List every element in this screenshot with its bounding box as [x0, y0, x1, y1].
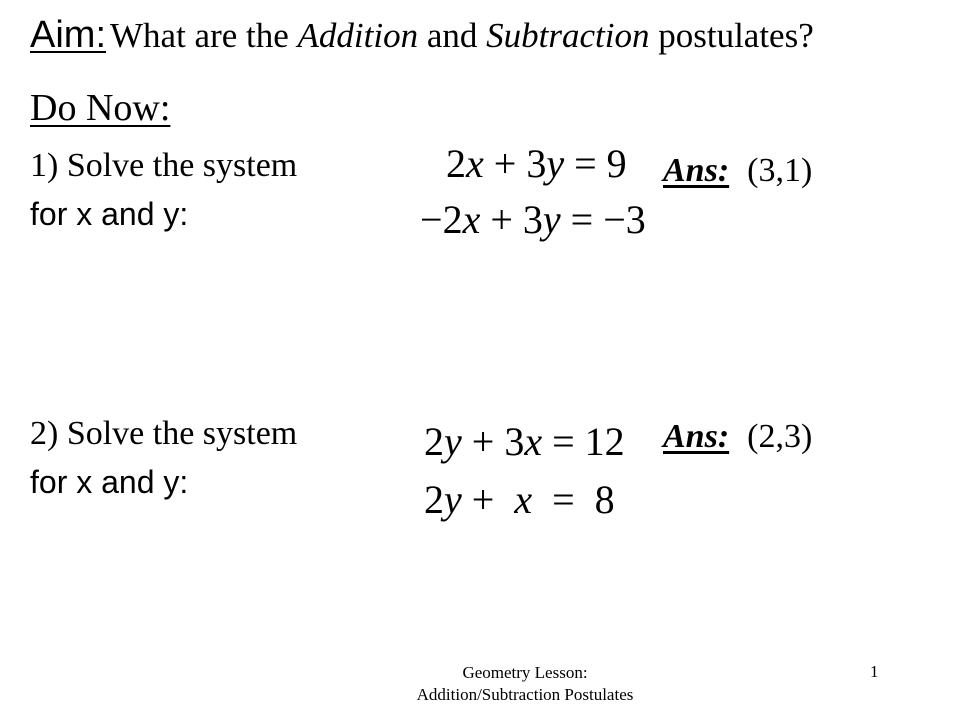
problem-2-label-line1: 2) Solve the system [30, 415, 298, 452]
problem-1-equation-2: −2x + 3y = −3 [420, 197, 646, 242]
problem-1-label-line2: for x and y: [30, 196, 189, 232]
aim-term-addition: Addition [297, 16, 419, 55]
aim-text-after: postulates? [658, 16, 814, 55]
problem-2-label-line2: for x and y: [30, 464, 189, 500]
problem-1-equation-1: 2x + 3y = 9 [446, 141, 627, 186]
footer-title-line1: Geometry Lesson: [462, 663, 588, 682]
problem-2-label [30, 410, 297, 506]
problem-2-answer-label: Ans: [663, 418, 730, 455]
problem-1-answer [663, 152, 812, 190]
aim-label: Aim: [30, 14, 106, 56]
aim-heading [30, 14, 814, 57]
problem-2-answer [663, 418, 812, 456]
aim-term-subtraction: Subtraction [486, 16, 650, 55]
problem-2-equation-1: 2y + 3x = 12 [424, 419, 625, 464]
problem-1-label [30, 142, 297, 238]
problem-2-equation-2: 2y + x = 8 [424, 477, 615, 522]
footer-title [380, 662, 670, 706]
footer-title-line2: Addition/Subtraction Postulates [416, 685, 634, 704]
problem-1-answer-value: (3,1) [747, 152, 813, 189]
aim-text-middle: and [426, 16, 478, 55]
problem-1-answer-label: Ans: [663, 152, 730, 189]
aim-text-before: What are the [110, 16, 289, 55]
aim-question [110, 16, 814, 55]
problem-1-label-line1: 1) Solve the system [30, 147, 298, 184]
do-now-heading: Do Now: [30, 87, 171, 129]
problem-2-answer-value: (2,3) [747, 418, 813, 455]
page-number: 1 [870, 662, 879, 681]
